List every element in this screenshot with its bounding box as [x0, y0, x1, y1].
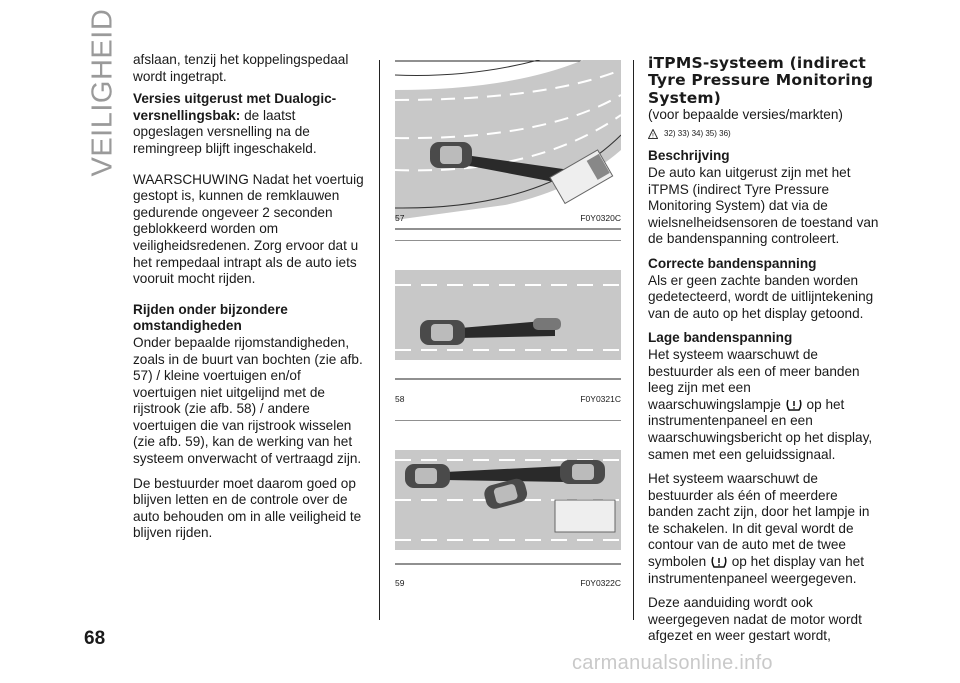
- figure-58: [395, 240, 621, 404]
- paragraph: [133, 91, 365, 157]
- svg-text:!: !: [652, 133, 654, 140]
- lane-change-illustration: [395, 420, 621, 565]
- paragraph: Als er geen zachte banden worden gedetecteerd, wordt de uitlijntekening van de auto op het display getoond.: [648, 272, 874, 321]
- figure-code: F0Y0320C: [580, 213, 621, 223]
- tire-pressure-icon: [710, 554, 728, 570]
- figure-number: 59: [395, 578, 405, 588]
- paragraph: afslaan, tenzij het koppelingspedaal wordt ingetrapt.: [133, 52, 349, 84]
- section-tab: [78, 8, 119, 180]
- paragraph: De bestuurder moet daarom goed op blijven letten en de controle over de auto behouden om in alle veiligheid te blijven rijden.: [133, 475, 362, 541]
- paragraph: Onder bepaalde rijomstandigheden, zoals in de buurt van bochten (zie afb. 57) / kleine voertuigen en/of voertuigen niet uitgelijnd met de rijstrook (zie afb. 58) / andere voertuigen die van rijstrook wisselen (zie afb. 59), kan de werking van het systeem onverwacht of vertraagd zijn.: [133, 334, 363, 467]
- figure-code: F0Y0322C: [580, 578, 621, 588]
- column-divider: [379, 60, 380, 620]
- heading-correcte: Correcte bandenspanning: [648, 255, 817, 271]
- paragraph: [648, 347, 884, 463]
- column-1: [133, 52, 365, 550]
- subtitle: (voor bepaalde versies/markten): [648, 107, 843, 123]
- section-heading: Rijden onder bijzondere omstandigheden: [133, 301, 288, 334]
- paragraph-text: de laatst opgeslagen versnelling na de remingreep blijft ingeschakeld.: [133, 107, 317, 156]
- paragraph: Deze aanduiding wordt ook weergegeven nadat de motor wordt afgezet en weer gestart wordt,: [648, 595, 862, 644]
- figure-code: F0Y0321C: [580, 394, 621, 404]
- heading-beschrijving: Beschrijving: [648, 148, 730, 164]
- column-divider: [633, 60, 634, 620]
- reference-notes: [648, 126, 884, 143]
- paragraph-text: op het instrumentenpaneel en een waarschuwingsbericht op het display, samen met een geluidssignaal.: [648, 396, 873, 462]
- paragraph-text: op het display van het instrumentenpaneel weergegeven.: [648, 554, 864, 586]
- motorcycle-illustration: [395, 240, 621, 380]
- bold-label: Versies uitgerust met Dualogic-versnellingsbak:: [133, 91, 337, 123]
- warning-triangle-icon: [648, 129, 658, 139]
- figure-number: 57: [395, 213, 405, 223]
- tire-pressure-icon: [785, 397, 803, 413]
- paragraph: De auto kan uitgerust zijn met het iTPMS (indirect Tyre Pressure Monitoring System) dat via de wielsnelheidsensoren de toestand van de bandenspanning controleert.: [648, 165, 879, 247]
- page-number: 68: [84, 628, 106, 649]
- paragraph-text: Het systeem waarschuwt de bestuurder als een of meer banden leeg zijn met een waarschuwingslampje: [648, 346, 860, 412]
- warning-text: WAARSCHUWING Nadat het voertuig gestopt is, kunnen de remklauwen gedurende ongeveer 2 seconden geblokkeerd worden om veiligheidsredenen. Zorg ervoor dat u het rempedaal intrapt als de auto iets vooruit mocht rijden.: [133, 171, 364, 287]
- column-3: [648, 55, 884, 653]
- reference-numbers: 32) 33) 34) 35) 36): [664, 128, 731, 138]
- curve-illustration: [395, 60, 621, 230]
- figure-57: [395, 60, 621, 230]
- figure-59: [395, 420, 621, 588]
- watermark: carmanualsonline.info: [572, 652, 773, 674]
- section-tab-label: VEILIGHEID: [86, 8, 119, 177]
- figure-number: 58: [395, 394, 405, 404]
- paragraph: [648, 471, 884, 587]
- section-title: iTPMS-systeem (indirect Tyre Pressure Monitoring System): [648, 54, 874, 107]
- paragraph-text: Het systeem waarschuwt de bestuurder als één of meerdere banden zacht zijn, door het lampje in te schakelen. In dit geval wordt de contour van de auto met de twee symbolen: [648, 471, 870, 570]
- heading-lage: Lage bandenspanning: [648, 330, 793, 346]
